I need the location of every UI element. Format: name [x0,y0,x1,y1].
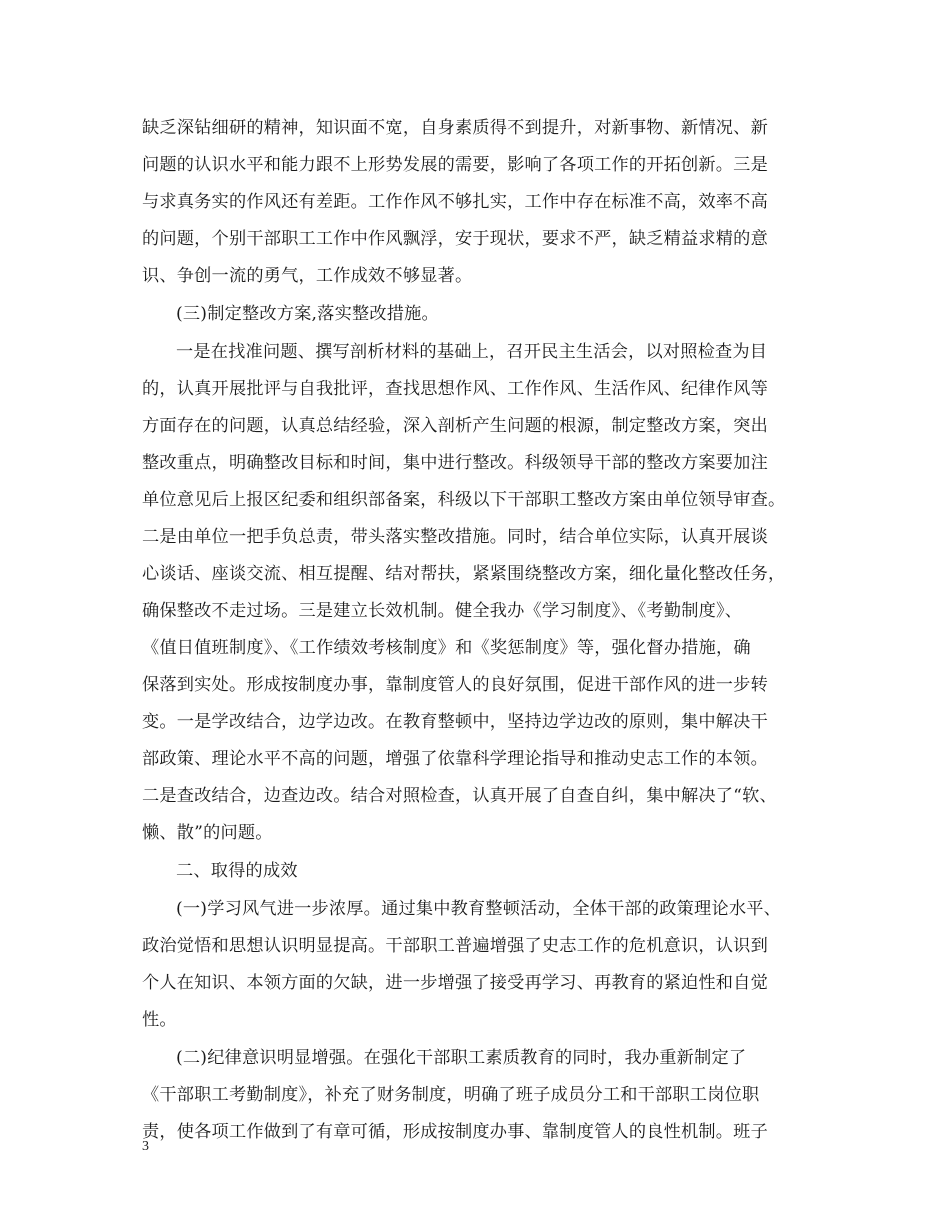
body-text-line: 《干部职工考勤制度》，补充了财务制度，明确了班子成员分工和干部职工岗位职 [142,1085,760,1105]
body-text-line: 个人在知识、本领方面的欠缺，进一步增强了接受再学习、再教育的紧迫性和自觉 [142,973,768,993]
body-text-line: 《值日值班制度》、《工作绩效考核制度》和《奖惩制度》等，强化督办措施，确 [142,638,751,658]
body-text-line: 变。一是学改结合，边学边改。在教育整顿中，坚持边学边改的原则，集中解决干 [142,712,768,732]
body-text-line: 心谈话、座谈交流、相互提醒、结对帮扶，紧紧围绕整改方案，细化量化整改任务， [142,564,786,584]
body-text-line: 二是查改结合，边查边改。结合对照检查，认真开展了自查自纠，集中解决了“软、 [142,786,777,806]
body-text-line: 确保整改不走过场。三是建立长效机制。健全我办《学习制度》、《考勤制度》、 [142,601,743,621]
body-text-line: 整改重点，明确整改目标和时间，集中进行整改。科级领导干部的整改方案要加注 [142,453,768,473]
body-text-line: (一)学习风气进一步浓厚。通过集中教育整顿活动，全体干部的政策理论水平、 [176,899,781,919]
body-text-line: 的，认真开展批评与自我批评，查找思想作风、工作作风、生活作风、纪律作风等 [142,379,768,399]
body-text-line: 懒、散”的问题。 [142,823,273,843]
page-number: 3 [142,1139,149,1154]
body-text-line: 部政策、理论水平不高的问题，增强了依靠科学理论指导和推动史志工作的本领。 [142,749,768,769]
section-heading: (三)制定整改方案,落实整改措施。 [176,304,439,324]
body-text-line: 缺乏深钻细研的精神，知识面不宽，自身素质得不到提升，对新事物、新情况、新 [142,118,768,138]
body-text-line: 责，使各项工作做到了有章可循，形成按制度办事、靠制度管人的良性机制。班子 [142,1122,768,1142]
body-text-line: 识、争创一流的勇气，工作成效不够显著。 [142,266,473,286]
body-text-line: 二是由单位一把手负总责，带头落实整改措施。同时，结合单位实际，认真开展谈 [142,527,768,547]
body-text-line: 与求真务实的作风还有差距。工作作风不够扎实，工作中存在标准不高，效率不高 [142,192,768,212]
body-text-line: 性。 [142,1010,177,1030]
body-text-line: 方面存在的问题，认真总结经验，深入剖析产生问题的根源，制定整改方案，突出 [142,416,768,436]
body-text-line: 问题的认识水平和能力跟不上形势发展的需要，影响了各项工作的开拓创新。三是 [142,155,768,175]
body-text-line: 一是在找准问题、撰写剖析材料的基础上，召开民主生活会，以对照检查为目 [176,342,768,362]
body-text-line: (二)纪律意识明显增强。在强化干部职工素质教育的同时，我办重新制定了 [176,1048,747,1068]
body-text-line: 政治觉悟和思想认识明显提高。干部职工普遍增强了史志工作的危机意识，认识到 [142,936,768,956]
body-text-line: 保落到实处。形成按制度办事，靠制度管人的良好氛围，促进干部作风的进一步转 [142,675,768,695]
body-text-line: 单位意见后上报区纪委和组织部备案，科级以下干部职工整改方案由单位领导审查。 [142,490,786,510]
body-text-line: 的问题，个别干部职工工作中作风飘浮，安于现状，要求不严，缺乏精益求精的意 [142,229,768,249]
section-heading: 二、取得的成效 [176,861,298,881]
